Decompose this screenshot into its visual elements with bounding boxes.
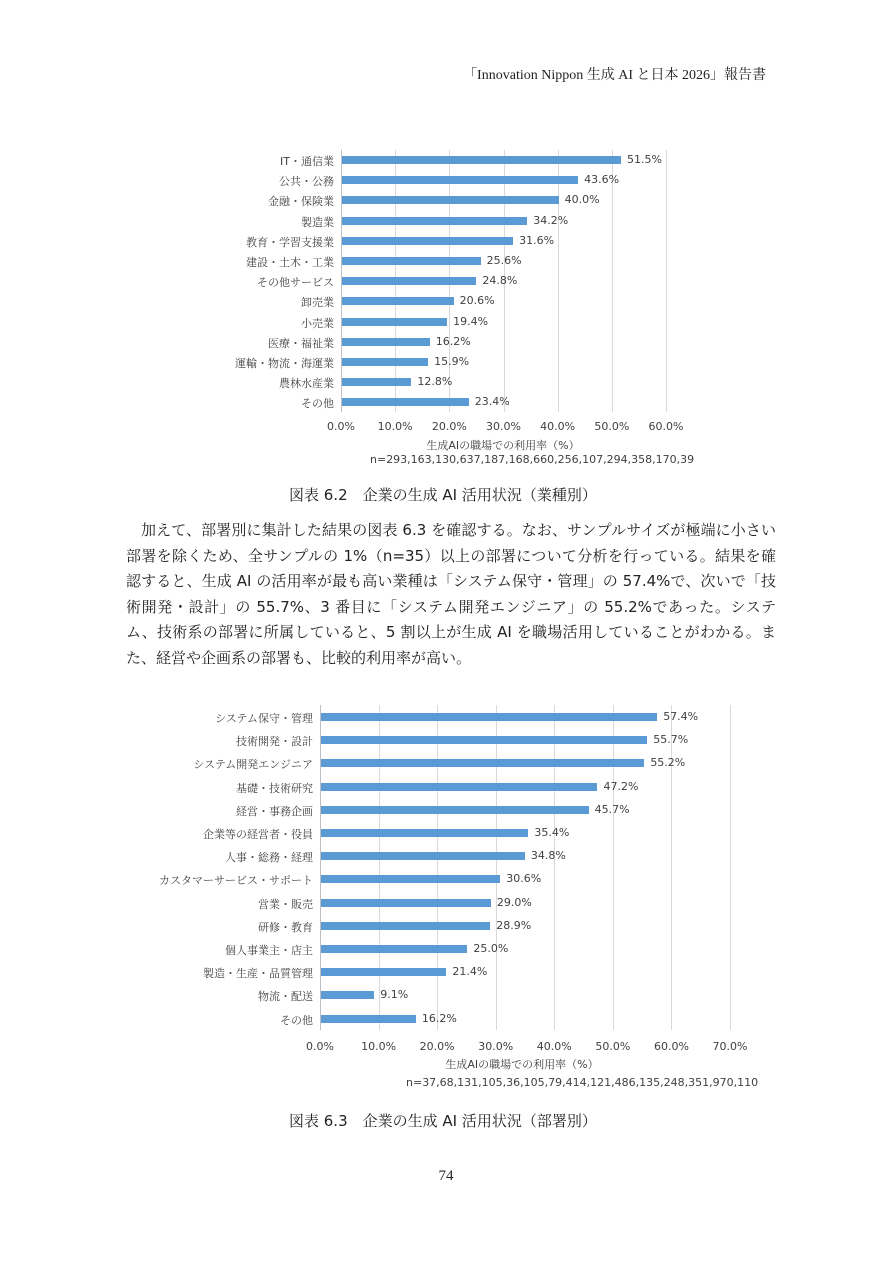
bar bbox=[342, 338, 430, 346]
x-axis-title: 生成AIの職場での利用率（%） bbox=[426, 439, 580, 452]
bar bbox=[321, 783, 597, 791]
category-label: 製造・生産・品質管理 bbox=[203, 967, 313, 981]
category-label: その他 bbox=[280, 1013, 313, 1027]
value-label: 31.6% bbox=[519, 233, 555, 247]
value-label: 21.4% bbox=[452, 965, 488, 979]
category-label: システム保守・管理 bbox=[215, 712, 313, 725]
category-label: 技術開発・設計 bbox=[236, 735, 313, 749]
category-label: 卸売業 bbox=[301, 296, 334, 310]
y-axis-line bbox=[320, 705, 321, 1030]
value-label: 28.9% bbox=[496, 918, 532, 932]
category-label: 金融・保険業 bbox=[268, 195, 334, 209]
gridline bbox=[379, 705, 380, 1030]
category-label: IT・通信業 bbox=[280, 155, 334, 168]
value-label: 29.0% bbox=[496, 895, 532, 909]
gridline bbox=[554, 705, 555, 1030]
bar bbox=[342, 196, 559, 204]
bar bbox=[321, 968, 446, 976]
x-tick-label: 10.0% bbox=[377, 420, 413, 433]
value-label: 23.4% bbox=[474, 395, 510, 409]
value-label: 24.8% bbox=[482, 274, 518, 288]
bar bbox=[321, 736, 647, 744]
figure-caption-6-3: 図表 6.3 企業の生成 AI 活用状況（部署別） bbox=[289, 1112, 597, 1130]
x-axis-title: 生成AIの職場での利用率（%） bbox=[445, 1058, 599, 1071]
category-label: 経営・事務企画 bbox=[236, 804, 313, 818]
category-label: 企業等の経営者・役員 bbox=[203, 828, 313, 841]
bar bbox=[321, 875, 500, 883]
gridline bbox=[558, 150, 559, 413]
bar bbox=[342, 398, 469, 406]
bar bbox=[342, 318, 447, 326]
x-tick-label: 40.0% bbox=[540, 420, 576, 433]
category-label: 農林水産業 bbox=[279, 377, 334, 391]
value-label: 34.2% bbox=[533, 213, 569, 227]
bar bbox=[321, 922, 490, 930]
category-label: システム開発エンジニア bbox=[193, 758, 313, 772]
bar bbox=[321, 829, 528, 837]
value-label: 35.4% bbox=[534, 826, 570, 839]
category-label: カスタマーサービス・サポート bbox=[159, 874, 313, 888]
value-label: 25.6% bbox=[486, 254, 522, 267]
value-label: 20.6% bbox=[459, 294, 495, 308]
document-header: 「Innovation Nippon 生成 AI と日本 2026」報告書 bbox=[463, 68, 766, 83]
value-label: 9.1% bbox=[380, 988, 409, 1002]
sample-size-note: n=293,163,130,637,187,168,660,256,107,294,358,170,39 bbox=[370, 453, 695, 466]
category-label: 研修・教育 bbox=[258, 920, 313, 934]
bar bbox=[342, 257, 481, 265]
bar bbox=[342, 176, 578, 184]
category-label: その他サービス bbox=[257, 276, 334, 290]
body-paragraph bbox=[126, 518, 776, 671]
value-label: 16.2% bbox=[421, 1011, 457, 1025]
x-tick-label: 10.0% bbox=[361, 1040, 397, 1053]
value-label: 51.5% bbox=[626, 153, 662, 166]
category-label: 小売業 bbox=[301, 316, 334, 330]
bar bbox=[321, 713, 657, 721]
x-tick-label: 30.0% bbox=[478, 1040, 514, 1053]
x-tick-label: 50.0% bbox=[595, 1040, 631, 1053]
category-label: 運輸・物流・海運業 bbox=[235, 357, 334, 370]
bar bbox=[342, 277, 476, 285]
category-label: 営業・販売 bbox=[258, 897, 313, 911]
gridline bbox=[613, 705, 614, 1030]
category-label: 医療・福祉業 bbox=[268, 336, 334, 350]
category-label: 人事・総務・経理 bbox=[225, 851, 313, 865]
gridline bbox=[666, 150, 667, 413]
bar bbox=[342, 237, 513, 245]
value-label: 57.4% bbox=[663, 710, 699, 723]
x-tick-label: 70.0% bbox=[712, 1040, 748, 1053]
page-number: 74 bbox=[438, 1168, 454, 1184]
x-tick-label: 20.0% bbox=[431, 420, 467, 433]
bar bbox=[321, 852, 525, 860]
value-label: 43.6% bbox=[584, 173, 620, 187]
bar bbox=[342, 378, 411, 386]
bar bbox=[321, 806, 589, 814]
bar bbox=[342, 217, 527, 225]
sample-size-note: n=37,68,131,105,36,105,79,414,121,486,135,248,351,970,110 bbox=[406, 1076, 759, 1089]
category-label: 物流・配送 bbox=[258, 990, 313, 1004]
category-label: その他 bbox=[301, 397, 334, 411]
category-label: 公共・公務 bbox=[279, 175, 334, 189]
value-label: 30.6% bbox=[506, 872, 542, 886]
x-tick-label: 20.0% bbox=[419, 1040, 455, 1053]
x-tick-label: 40.0% bbox=[536, 1040, 572, 1053]
value-label: 34.8% bbox=[530, 849, 566, 863]
value-label: 15.9% bbox=[434, 355, 470, 368]
value-label: 47.2% bbox=[603, 779, 639, 793]
value-label: 25.0% bbox=[473, 942, 509, 955]
bar bbox=[321, 1015, 416, 1023]
value-label: 55.7% bbox=[653, 733, 689, 747]
gridline bbox=[496, 705, 497, 1030]
gridline bbox=[730, 705, 731, 1030]
x-tick-label: 30.0% bbox=[486, 420, 521, 433]
category-label: 個人事業主・店主 bbox=[225, 944, 313, 957]
category-label: 建設・土木・工業 bbox=[246, 256, 334, 269]
category-label: 教育・学習支援業 bbox=[246, 235, 334, 249]
bar bbox=[321, 945, 467, 953]
value-label: 19.4% bbox=[453, 314, 489, 328]
bar bbox=[342, 156, 621, 164]
gridline bbox=[437, 705, 438, 1030]
gridline bbox=[612, 150, 613, 413]
body-paragraph-text: 加えて、部署別に集計した結果の図表 6.3 を確認する。なお、サンプルサイズが極端に小さい部署を除くため、全サンプルの 1%（n=35）以上の部署について分析を行っている。結果を確認すると、生成 AI の活用率が最も高い業種は「システム保守・管理」の 57.4%で、次いで「技術開発・設計」の 55.7%、3 番目に「システム開発エンジニア」の 55.2%であった。システム、技術系の部署に所属していると、5 割以上が生成 AI を職場活用していることがわかる。また、経営や企画系の部署も、比較的利用率が高い。 bbox=[126, 521, 776, 667]
figure-caption-6-2: 図表 6.2 企業の生成 AI 活用状況（業種別） bbox=[289, 486, 597, 504]
category-label: 基礎・技術研究 bbox=[236, 781, 313, 795]
x-tick-label: 50.0% bbox=[594, 420, 630, 433]
x-tick-label: 0.0% bbox=[306, 1040, 334, 1053]
bar bbox=[321, 759, 644, 767]
category-label: 製造業 bbox=[301, 215, 334, 229]
value-label: 12.8% bbox=[417, 375, 453, 389]
x-tick-label: 60.0% bbox=[653, 1040, 689, 1053]
gridline bbox=[671, 705, 672, 1030]
value-label: 40.0% bbox=[564, 193, 600, 207]
bar bbox=[321, 899, 491, 907]
x-tick-label: 0.0% bbox=[327, 420, 355, 433]
bar bbox=[321, 991, 374, 999]
value-label: 55.2% bbox=[650, 756, 686, 770]
value-label: 16.2% bbox=[435, 334, 471, 348]
bar bbox=[342, 358, 428, 366]
x-tick-label: 60.0% bbox=[648, 420, 684, 433]
bar bbox=[342, 297, 454, 305]
value-label: 45.7% bbox=[594, 802, 630, 816]
